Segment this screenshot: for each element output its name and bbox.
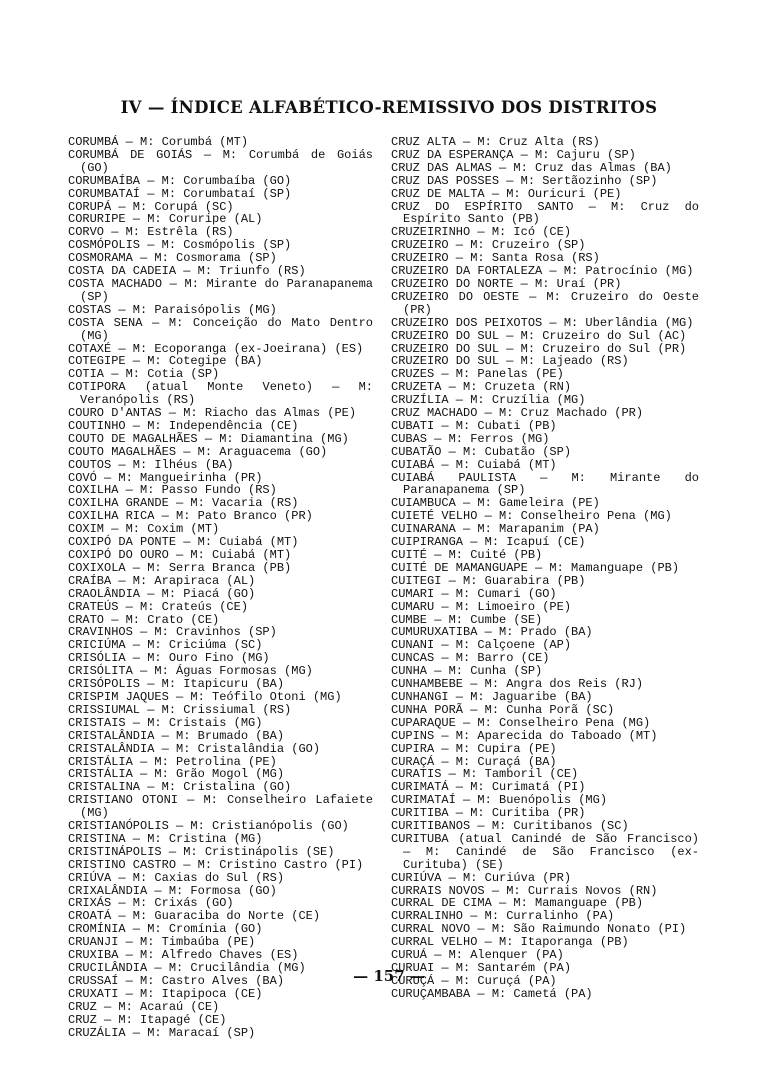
index-entry: CURITIBA — M: Curitiba (PR): [391, 806, 586, 821]
index-entry: CRUSSAÍ — M: Castro Alves (BA): [68, 973, 285, 988]
index-entry: CRIÚVA — M: Caxias do Sul (RS): [68, 870, 285, 885]
index-entry: CRISPIM JAQUES — M: Teófilo Otoni (MG): [68, 689, 342, 704]
index-entry: CRISTAIS — M: Cristais (MG): [68, 715, 263, 730]
index-entry: CRUZ MACHADO — M: Cruz Machado (PR): [391, 406, 644, 421]
index-entry: CUIPIRANGA — M: Icapuí (CE): [391, 535, 586, 550]
index-entry: CRIXALÂNDIA — M: Formosa (GO): [68, 883, 277, 898]
index-entry: CUITEGI — M: Guarabira (PB): [391, 573, 586, 588]
index-entry: CRUZ — M: Acaraú (CE): [68, 999, 220, 1014]
index-entry: CRUZEIRO — M: Cruzeiro (SP): [391, 238, 586, 253]
index-entry: CRUZETA — M: Cruzeta (RN): [391, 380, 572, 395]
index-entry: CORVO — M: Estrêla (RS): [68, 225, 234, 240]
index-entry: CUMARU — M: Limoeiro (PE): [391, 599, 572, 614]
index-entry: COTEGIPE — M: Cotegipe (BA): [68, 354, 263, 369]
index-entry: CUPIRA — M: Cupira (PE): [391, 741, 557, 756]
index-entry: COUTINHO — M: Independência (CE): [68, 418, 299, 433]
index-entry: COUTOS — M: Ilhéus (BA): [68, 457, 234, 472]
index-entry: CUBATI — M: Cubati (PB): [391, 418, 557, 433]
index-entry: CRUZEIRO DO SUL — M: Cruzeiro do Sul (AC): [391, 328, 687, 343]
index-entry: CRATEÚS — M: Crateús (CE): [68, 599, 249, 614]
index-entry: CRISTIANO OTONI — M: Conselheiro Lafaiete (MG): [68, 793, 373, 821]
index-entry: CRISTIANÓPOLIS — M: Cristianópolis (GO): [68, 819, 349, 834]
index-entry: COTAXÉ — M: Ecoporanga (ex-Joeirana) (ES): [68, 341, 364, 356]
index-entry: CROATÁ — M: Guaraciba do Norte (CE): [68, 909, 321, 924]
index-entry: CRUZEIRO DO OESTE — M: Cruzeiro do Oeste (PR): [391, 289, 699, 317]
index-entry: CUIABÁ PAULISTA — M: Mirante do Paranapanema (SP): [391, 470, 699, 498]
index-entry: COXILHA GRANDE — M: Vacaria (RS): [68, 496, 299, 511]
index-entry: CRICIÚMA — M: Criciúma (SC): [68, 638, 263, 653]
index-entry: COURO D'ANTAS — M: Riacho das Almas (PE): [68, 406, 357, 421]
index-entry: CORURIPE — M: Coruripe (AL): [68, 212, 263, 227]
index-entry: CURITIBANOS — M: Curitibanos (SC): [391, 819, 629, 834]
index-entry: CRUZEIRO DO SUL — M: Cruzeiro do Sul (PR): [391, 341, 687, 356]
index-entry: CUIABÁ — M: Cuiabá (MT): [391, 457, 557, 472]
index-entry: CUITÉ DE MAMANGUAPE — M: Mamanguape (PB): [391, 560, 680, 575]
index-entry: CRUZEIRO DOS PEIXOTOS — M: Uberlândia (MG): [391, 315, 694, 330]
index-entry: CUMBE — M: Cumbe (SE): [391, 612, 543, 627]
index-entry: CRAÍBA — M: Arapiraca (AL): [68, 573, 256, 588]
index-entry: CRISTINO CASTRO — M: Cristino Castro (PI): [68, 857, 364, 872]
index-entry: CURIMATAÍ — M: Buenópolis (MG): [391, 793, 608, 808]
index-entry: CRUZEIRO DO NORTE — M: Uraí (PR): [391, 276, 622, 291]
index-entry: CRUZEIRINHO — M: Icó (CE): [391, 225, 572, 240]
index-entry: COTIA — M: Cotia (SP): [68, 367, 220, 382]
index-entry: CUBATÃO — M: Cubatão (SP): [391, 444, 572, 459]
index-entry: CRISÓPOLIS — M: Itapicuru (BA): [68, 677, 285, 692]
index-entry: COXILHA — M: Passo Fundo (RS): [68, 483, 277, 498]
index-entry: COSMORAMA — M: Cosmorama (SP): [68, 251, 277, 266]
index-entry: CRUZES — M: Panelas (PE): [391, 367, 564, 382]
index-entry: CRUZ DAS POSSES — M: Sertãozinho (SP): [391, 173, 658, 188]
index-entry: CRAOLÂNDIA — M: Piacá (GO): [68, 586, 256, 601]
index-entry: CRUANJI — M: Timbaúba (PE): [68, 935, 256, 950]
index-entry: COSMÓPOLIS — M: Cosmópolis (SP): [68, 238, 292, 253]
index-entry: CRATO — M: Crato (CE): [68, 612, 220, 627]
index-entry: COVÓ — M: Mangueirinha (PR): [68, 470, 263, 485]
index-entry: CUPARAQUE — M: Conselheiro Pena (MG): [391, 715, 651, 730]
index-entry: CUNHANGI — M: Jaguaribe (BA): [391, 689, 593, 704]
index-entry: CURIMATÁ — M: Curimatá (PI): [391, 780, 586, 795]
index-entry: CUIAMBUCA — M: Gameleira (PE): [391, 496, 600, 511]
index-entry: COXIPÓ DO OURO — M: Cuiabá (MT): [68, 548, 292, 562]
index-entry: CRISTALÂNDIA — M: Cristalândia (GO): [68, 741, 321, 756]
index-entry: COTIPORA (atual Monte Veneto) — M: Veranópolis (RS): [68, 380, 373, 408]
index-entry: CRUZÍLIA — M: Cruzília (MG): [391, 393, 586, 408]
index-entry: CURAÇÁ — M: Curaçá (BA): [391, 754, 557, 769]
index-entry: CROMÍNIA — M: Cromínia (GO): [68, 922, 263, 937]
index-entry: CRUCILÂNDIA — M: Crucilândia (MG): [68, 961, 306, 975]
index-entry: CUNANI — M: Calçoene (AP): [391, 638, 572, 653]
index-entry: CUNCAS — M: Barro (CE): [391, 651, 550, 666]
index-entry: CURUÇÁ — M: Curuçá (PA): [391, 973, 557, 988]
index-entry: CRUXATI — M: Itapipoca (CE): [68, 986, 263, 1001]
index-entry: CRAVINHOS — M: Cravinhos (SP): [68, 625, 277, 640]
index-entry: CRISTINÁPOLIS — M: Cristinápolis (SE): [68, 844, 335, 859]
index-entry: CORUMBATAÍ — M: Corumbataí (SP): [68, 186, 292, 201]
index-entry: CRISTÁLIA — M: Grão Mogol (MG): [68, 767, 285, 782]
index-entry: CURRALINHO — M: Curralinho (PA): [391, 909, 615, 924]
index-entry: CURATIS — M: Tamboril (CE): [391, 767, 579, 782]
index-entry: CRISÓLIA — M: Ouro Fino (MG): [68, 651, 270, 666]
index-entry: CRUZ DE MALTA — M: Ouricuri (PE): [391, 186, 622, 201]
index-entry: CRUZÁLIA — M: Maracaí (SP): [68, 1025, 256, 1040]
index-entry: CURRAL DE CIMA — M: Mamanguape (PB): [391, 896, 644, 911]
index-entry: CORUPÁ — M: Corupá (SC): [68, 199, 234, 214]
index-entry: CRUZ DA ESPERANÇA — M: Cajuru (SP): [391, 147, 636, 162]
index-entry: CUINARANA — M: Marapanim (PA): [391, 522, 600, 537]
index-entry: CRISTALINA — M: Cristalina (GO): [68, 780, 292, 795]
index-entry: COSTA SENA — M: Conceição do Mato Dentro (MG): [68, 315, 373, 343]
index-entry: CRISSIUMAL — M: Crissiumal (RS): [68, 702, 292, 717]
index-entry: CUMURUXATIBA — M: Prado (BA): [391, 625, 593, 640]
index-entry: CURITUBA (atual Canindé de São Francisco) — M: Canindé de São Francisco (ex-Curituba) (SE): [391, 831, 699, 872]
page-number: — 157 —: [353, 967, 425, 985]
index-entry: CRISTÁLIA — M: Petrolina (PE): [68, 754, 277, 769]
index-entry: COXIM — M: Coxim (MT): [68, 522, 220, 537]
left-column: [68, 136, 373, 1039]
index-entry: CRIXÁS — M: Crixás (GO): [68, 896, 234, 911]
index-entry: CRISTINA — M: Cristina (MG): [68, 831, 263, 846]
index-entry: CUMARI — M: Cumari (GO): [391, 586, 557, 601]
page-title: IV — ÍNDICE ALFABÉTICO-REMISSIVO DOS DISTRITOS: [120, 98, 658, 117]
index-entry: CRUZEIRO DO SUL — M: Lajeado (RS): [391, 354, 629, 369]
index-entry: CRUZ ALTA — M: Cruz Alta (RS): [391, 135, 600, 149]
index-entry: CUITÉ — M: Cuité (PB): [391, 548, 543, 562]
index-entry: CURUÇAMBABA — M: Cametá (PA): [391, 986, 593, 1001]
index-entry: COUTO MAGALHÃES — M: Araguacema (GO): [68, 444, 328, 459]
index-entry: CURRAL NOVO — M: São Raimundo Nonato (PI): [391, 922, 687, 937]
index-entry: CRUZ DAS ALMAS — M: Cruz das Almas (BA): [391, 160, 672, 175]
index-entry: CRISÓLITA — M: Águas Formosas (MG): [68, 664, 313, 679]
index-entry: CRUZ DO ESPÍRITO SANTO — M: Cruz do Espírito Santo (PB): [391, 199, 699, 227]
index-entry: COXIXOLA — M: Serra Branca (PB): [68, 560, 292, 575]
index-entry: COUTO DE MAGALHÃES — M: Diamantina (MG): [68, 431, 349, 446]
index-entry: CURRAIS NOVOS — M: Currais Novos (RN): [391, 883, 658, 898]
index-entry: CORUMBAÍBA — M: Corumbaíba (GO): [68, 173, 292, 188]
right-column: [391, 136, 699, 1001]
index-entry: CUNHAMBEBE — M: Angra dos Reis (RJ): [391, 677, 644, 692]
index-entry: CORUMBÁ — M: Corumbá (MT): [68, 135, 249, 149]
index-entry: CURUÁ — M: Alenquer (PA): [391, 948, 564, 963]
index-entry: CUNHA — M: Cunha (SP): [391, 664, 543, 679]
index-entry: CRISTALÂNDIA — M: Brumado (BA): [68, 728, 285, 743]
index-entry: COXILHA RICA — M: Pato Branco (PR): [68, 509, 313, 524]
index-entry: CRUZEIRO DA FORTALEZA — M: Patrocínio (MG): [391, 264, 694, 279]
index-entry: CURUAI — M: Santarém (PA): [391, 961, 572, 975]
index-entry: CURRAL VELHO — M: Itaporanga (PB): [391, 935, 629, 950]
index-entry: CRUZ — M: Itapagé (CE): [68, 1012, 227, 1027]
index-entry: CUNHA PORÃ — M: Cunha Porã (SC): [391, 702, 615, 717]
index-entry: CRUXIBA — M: Alfredo Chaves (ES): [68, 948, 299, 963]
index-entry: CURIÚVA — M: Curiúva (PR): [391, 870, 572, 885]
index-entry: COXIPÓ DA PONTE — M: Cuiabá (MT): [68, 535, 299, 550]
index-entry: CUPINS — M: Aparecida do Taboado (MT): [391, 728, 658, 743]
index-entry: CRUZEIRO — M: Santa Rosa (RS): [391, 251, 600, 266]
index-entry: COSTA DA CADEIA — M: Triunfo (RS): [68, 264, 306, 279]
index-entry: COSTA MACHADO — M: Mirante do Paranapanema (SP): [68, 276, 373, 304]
index-entry: CUIETÉ VELHO — M: Conselheiro Pena (MG): [391, 509, 672, 524]
index-entry: COSTAS — M: Paraisópolis (MG): [68, 302, 277, 317]
index-entry: CORUMBÁ DE GOIÁS — M: Corumbá de Goiás (GO): [68, 147, 373, 175]
index-entry: CUBAS — M: Ferros (MG): [391, 431, 550, 446]
